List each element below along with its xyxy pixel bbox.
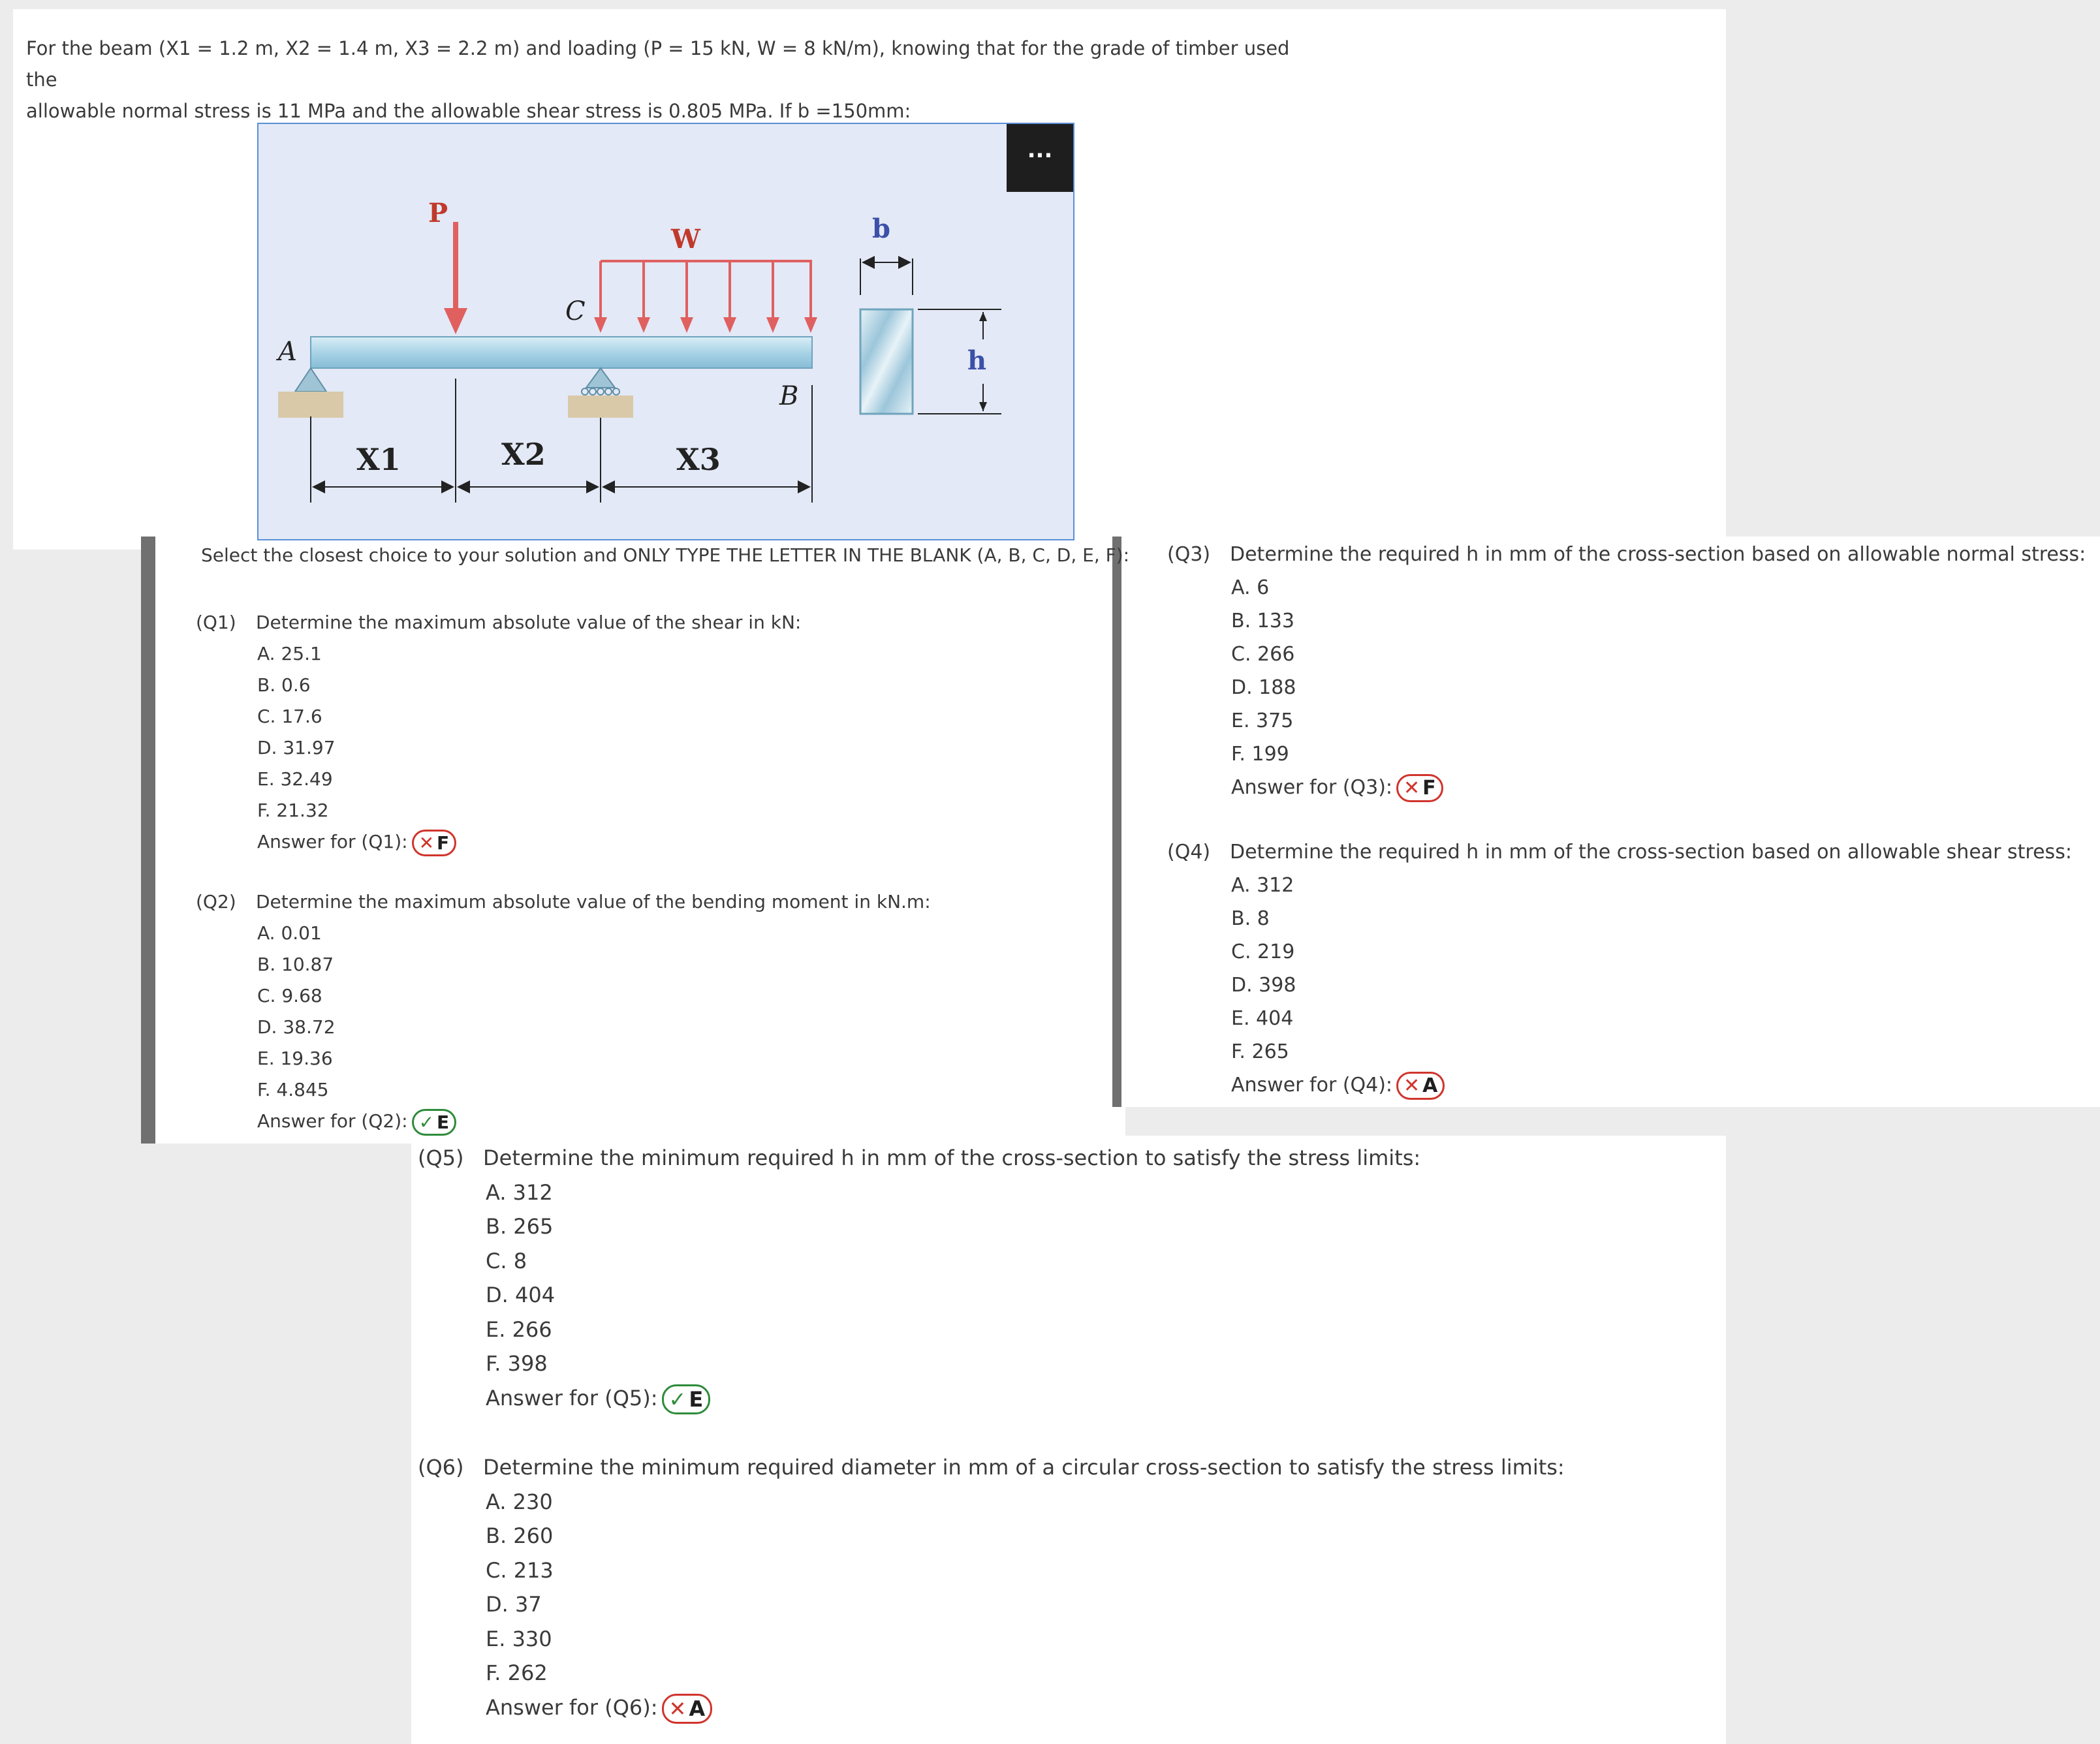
answer-badge[interactable] [662,1384,711,1414]
label-a: A [278,337,297,367]
answer-badge[interactable] [412,1109,457,1136]
option-e: E. 404 [1231,1007,1294,1030]
answer-row [1231,1068,2072,1102]
answer-badge[interactable] [662,1694,713,1724]
option-d: D. 31.97 [257,737,336,758]
answer-label: Answer for (Q2): [257,1110,408,1132]
option-a: A. 0.01 [257,922,322,944]
question-text: Determine the required h in mm of the cross-section based on allowable shear stress: [1230,841,2072,864]
answer-value: F [1422,776,1436,800]
label-x2: X2 [501,437,546,472]
load-w-arrows [594,261,817,333]
option-d: D. 188 [1231,676,1296,699]
question-5 [418,1141,1420,1415]
instructions: Select the closest choice to your solution and ONLY TYPE THE LETTER IN THE BLANK (A, B, C, D, E, F): [201,544,1130,566]
support-a [278,368,343,418]
beam-figure [257,123,1074,540]
question-3 [1167,538,2086,804]
option-f: F. 4.845 [257,1079,329,1100]
answer-value: F [437,832,450,854]
option-b: B. 265 [486,1214,554,1239]
label-w: W [671,224,700,255]
label-c: C [565,296,586,326]
incorrect-icon: ✕ [668,1696,687,1721]
answer-badge[interactable] [412,830,457,856]
problem-statement [26,33,1306,127]
check-icon: ✓ [668,1386,687,1412]
label-x1: X1 [356,442,401,477]
option-a: A. 312 [486,1179,553,1205]
answer-label: Answer for (Q1): [257,831,408,852]
option-a: A. 6 [1231,576,1270,599]
answer-row [257,826,801,858]
option-c: C. 8 [486,1248,527,1273]
option-c: C. 17.6 [257,706,322,727]
option-f: F. 398 [486,1351,548,1376]
answer-label: Answer for (Q4): [1231,1074,1393,1097]
answer-value: E [437,1111,450,1133]
question-text: Determine the minimum required h in mm of the cross-section to satisfy the stress limits: [483,1145,1421,1170]
option-e: E. 375 [1231,709,1294,732]
beam [311,337,812,368]
check-icon: ✓ [418,1111,435,1133]
option-d: D. 404 [486,1283,556,1307]
span-dimensions [311,379,812,503]
answer-badge[interactable] [1396,1072,1445,1100]
load-p-arrow [444,222,467,334]
label-h: h [967,345,987,376]
cross-section [860,258,1001,414]
option-e: E. 330 [486,1626,552,1651]
middle-separator [1112,537,1121,1107]
beam-diagram [259,124,1074,540]
question-number: (Q3) [1167,543,1211,566]
option-e: E. 19.36 [257,1048,333,1069]
option-c: C. 266 [1231,643,1295,666]
option-b: B. 8 [1231,907,1270,930]
option-c: C. 9.68 [257,985,322,1006]
question-number: (Q1) [196,612,236,633]
option-b: B. 10.87 [257,954,334,975]
option-e: E. 32.49 [257,768,333,790]
option-f: F. 199 [1231,743,1289,766]
answer-row [486,1381,1420,1416]
question-number: (Q2) [196,891,236,912]
more-options-button[interactable]: ... [1007,124,1073,192]
problem-line-2: allowable normal stress is 11 MPa and the allowable shear stress is 0.805 MPa. If b =150mm: [26,100,911,122]
question-number: (Q4) [1167,841,1211,864]
question-text: Determine the required h in mm of the cross-section based on allowable normal stress: [1230,543,2086,566]
incorrect-icon: ✕ [418,832,435,854]
answer-value: A [1422,1074,1438,1097]
option-c: C. 219 [1231,941,1295,963]
problem-line-1: For the beam (X1 = 1.2 m, X2 = 1.4 m, X3 = 2.2 m) and loading (P = 15 kN, W = 8 kN/m), knowing that for the grade of timber used the [26,37,1290,91]
option-a: A. 312 [1231,874,1294,897]
option-f: F. 265 [1231,1040,1289,1063]
question-number: (Q6) [418,1455,464,1480]
option-b: B. 0.6 [257,674,311,696]
label-x3: X3 [676,442,721,477]
support-c [568,368,633,418]
question-text: Determine the minimum required diameter in mm of a circular cross-section to satisfy the stress limits: [483,1455,1565,1480]
option-e: E. 266 [486,1316,552,1342]
option-a: A. 25.1 [257,643,322,664]
answer-label: Answer for (Q6): [486,1694,658,1720]
answer-row [257,1106,931,1137]
question-1 [196,607,801,858]
option-d: D. 37 [486,1592,542,1617]
answer-value: E [689,1386,704,1412]
option-c: C. 213 [486,1557,554,1583]
question-2 [196,886,931,1137]
question-text: Determine the maximum absolute value of the shear in kN: [256,612,802,633]
answer-label: Answer for (Q3): [1231,776,1393,799]
question-text: Determine the maximum absolute value of the bending moment in kN.m: [256,891,931,912]
option-d: D. 398 [1231,974,1296,997]
label-b-width: b [872,213,890,244]
label-p: P [428,198,448,228]
answer-badge[interactable] [1396,774,1443,803]
question-number: (Q5) [418,1145,464,1170]
label-b-point: B [779,381,799,411]
incorrect-icon: ✕ [1403,776,1420,800]
answer-row [486,1690,1565,1725]
answer-value: A [689,1696,706,1721]
answer-label: Answer for (Q5): [486,1385,658,1410]
option-d: D. 38.72 [257,1016,336,1038]
option-b: B. 133 [1231,610,1294,632]
answer-row [1231,771,2086,804]
option-f: F. 262 [486,1660,548,1685]
question-4 [1167,835,2072,1102]
incorrect-icon: ✕ [1403,1074,1420,1097]
left-separator [141,537,155,1144]
option-a: A. 230 [486,1489,553,1514]
option-f: F. 21.32 [257,800,329,821]
option-b: B. 260 [486,1523,554,1548]
question-6 [418,1450,1565,1724]
